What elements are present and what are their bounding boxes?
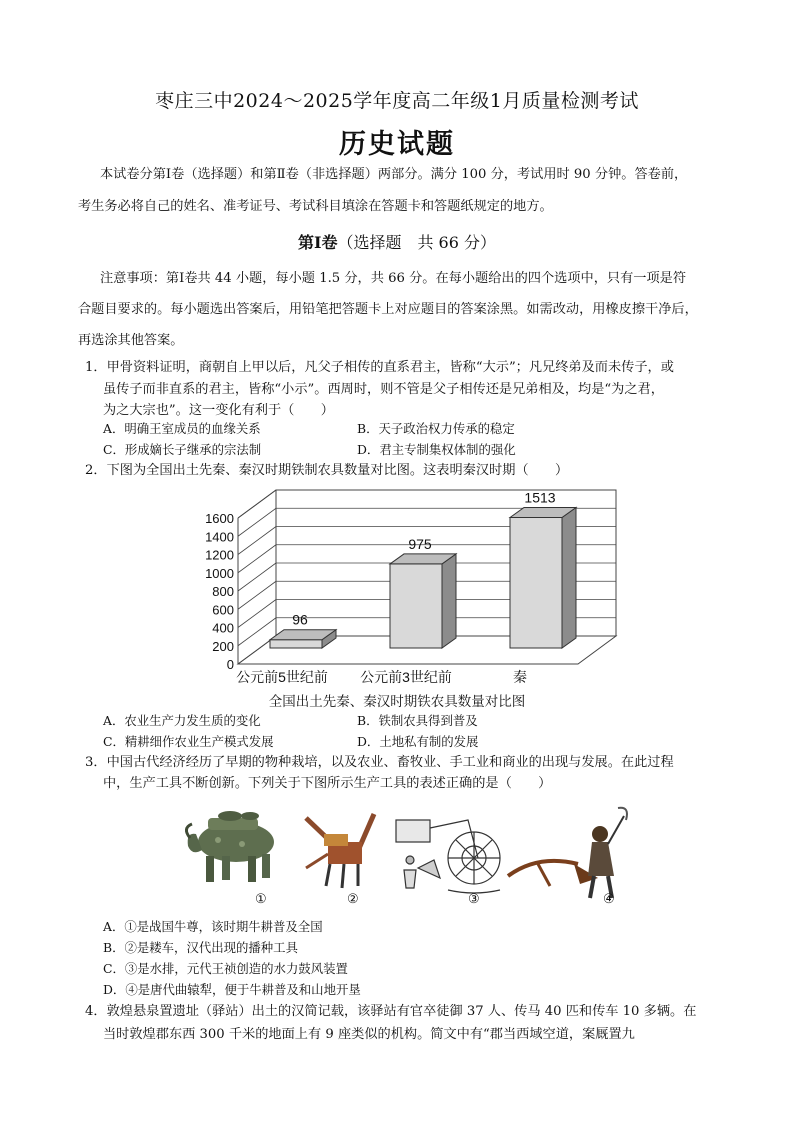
q1-option-a: A．明确王室成员的血缘关系 xyxy=(103,421,261,436)
chart-x-labels xyxy=(236,669,527,685)
gridline-diag xyxy=(238,527,276,555)
q3-line-2: 中，生产工具不断创新。下列关于下图所示生产工具的表述正确的是（ ） xyxy=(103,776,552,791)
seed-drill-image xyxy=(306,814,374,888)
bar-front xyxy=(510,518,562,648)
section-desc: （选择题 共 66 分） xyxy=(337,233,497,252)
x-category-label: 秦 xyxy=(513,669,527,685)
y-tick-label: 0 xyxy=(226,657,234,672)
gridline-diag xyxy=(238,563,276,591)
chart-y-ticks xyxy=(205,511,234,672)
ox-zun-image xyxy=(186,811,274,882)
gridline-diag xyxy=(238,490,276,518)
q3-option-c: C．③是水排，元代王祯创造的水力鼓风装置 xyxy=(103,961,348,976)
water-bellows-image xyxy=(396,820,500,893)
section-heading xyxy=(0,230,794,253)
gridline-diag xyxy=(238,600,276,628)
y-tick-label: 800 xyxy=(212,584,234,599)
q1-option-b: B．天子政治权力传承的稳定 xyxy=(357,421,515,436)
q2-line-1: 2．下图为全国出土先秦、秦汉时期铁制农具数量对比图。这表明秦汉时期（ ） xyxy=(85,463,569,478)
q4-line-1: 4．敦煌悬泉置遗址（驿站）出土的汉简记载，该驿站有官卒徒御 37 人、传马 40 匹和传车 10 多辆。在 xyxy=(85,1004,697,1019)
q4-line-2: 当时敦煌郡东西 300 千米的地面上有 9 座类似的机构。简文中有“郡当西域空道，案厩置九 xyxy=(103,1027,635,1042)
gridline-diag xyxy=(238,545,276,573)
y-tick-label: 600 xyxy=(212,602,234,618)
q1-option-d: D．君主专制集权体制的强化 xyxy=(357,442,516,457)
y-tick-label: 1000 xyxy=(205,565,234,581)
gridline-diag xyxy=(238,508,276,536)
chart-title: 全国出土先秦、秦汉时期铁农具数量对比图 xyxy=(268,694,526,710)
q1-line-1: 1．甲骨资料证明，商朝自上甲以后，凡父子相传的直系君主，皆称“大示”；凡兄终弟及而未传子，或 xyxy=(85,360,674,375)
y-tick-label: 200 xyxy=(212,638,234,654)
q3-option-b: B．②是耧车，汉代出现的播种工具 xyxy=(103,940,298,955)
curved-plough-image xyxy=(508,808,627,898)
q2-option-a: A．农业生产力发生质的变化 xyxy=(103,713,261,728)
image-label-4: ④ xyxy=(603,892,615,907)
image-label-3: ③ xyxy=(468,892,480,907)
q1-line-3: 为之大宗也”。这一变化有利于（ ） xyxy=(103,403,334,418)
q3-line-1: 3．中国古代经济经历了早期的物种栽培，以及农业、畜牧业、手工业和商业的出现与发展。在此过程 xyxy=(85,755,674,770)
y-tick-label: 400 xyxy=(212,620,234,636)
tools-illustrations xyxy=(178,798,638,910)
subject-title: 历史试题 xyxy=(339,129,455,160)
bar-value-label: 96 xyxy=(292,611,308,628)
section-name: 第Ⅰ卷 xyxy=(297,233,338,252)
notice-line-3: 再选涂其他答案。 xyxy=(78,333,184,348)
bar-front xyxy=(270,640,322,648)
intro-line-2: 考生务必将自己的姓名、准考证号、考试科目填涂在答题卡和答题纸规定的地方。 xyxy=(78,199,553,214)
x-category-label: 公元前5世纪前 xyxy=(236,669,328,685)
q1-line-2: 虽传子而非直系的君主，皆称“小示”。西周时，则不管是父子相传还是兄弟相及，均是“为之君， xyxy=(103,382,664,397)
intro-line-1: 本试卷分第Ⅰ卷（选择题）和第Ⅱ卷（非选择题）两部分。满分 100 分，考试用时 90 分钟。答卷前， xyxy=(100,167,688,182)
iron-tools-bar-chart xyxy=(200,482,620,692)
q1-option-c: C．形成嫡长子继承的宗法制 xyxy=(103,442,262,457)
notice-line-2: 合题目要求的。每小题选出答案后，用铅笔把答题卡上对应题目的答案涂黑。如需改动，用橡皮擦干净后， xyxy=(78,302,698,317)
bar-front xyxy=(390,564,442,648)
gridline-diag xyxy=(238,581,276,609)
y-tick-label: 1400 xyxy=(205,529,234,545)
bar-3 xyxy=(510,490,576,648)
q3-option-d: D．④是唐代曲辕犁，便于牛耕普及和山地开垦 xyxy=(103,982,361,997)
bar-side xyxy=(562,508,576,648)
y-tick-label: 1600 xyxy=(205,511,234,526)
bar-value-label: 975 xyxy=(408,535,432,552)
image-label-2: ② xyxy=(347,892,359,907)
bar-side xyxy=(442,554,456,648)
notice-line-1: 注意事项：第Ⅰ卷共 44 小题，每小题 1.5 分，共 66 分。在每小题给出的四个选项中，只有一项是符 xyxy=(100,271,687,286)
exam-title: 枣庄三中2024～2025学年度高二年级1月质量检测考试 xyxy=(155,90,639,112)
y-tick-label: 1200 xyxy=(205,547,234,563)
q3-option-a: A．①是战国牛尊，该时期牛耕普及全国 xyxy=(103,919,323,934)
q2-option-b: B．铁制农具得到普及 xyxy=(357,713,478,728)
q2-option-d: D．土地私有制的发展 xyxy=(357,734,479,749)
image-label-1: ① xyxy=(255,892,267,907)
bar-value-label: 1513 xyxy=(524,489,556,506)
x-category-label: 公元前3世纪前 xyxy=(360,669,452,685)
q2-option-c: C．精耕细作农业生产模式发展 xyxy=(103,734,274,749)
